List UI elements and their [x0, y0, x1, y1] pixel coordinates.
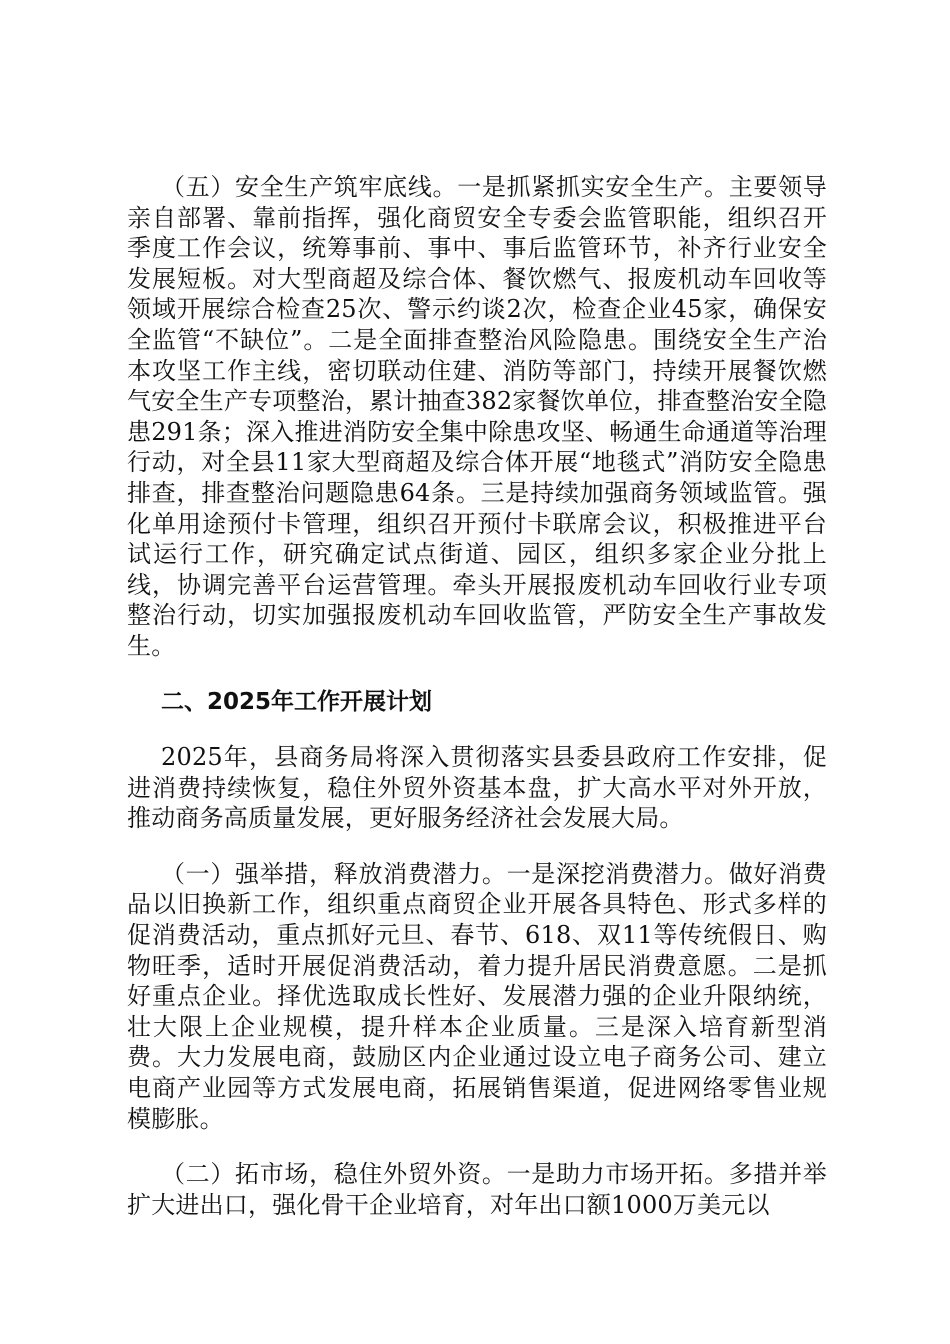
document-page	[127, 172, 827, 1220]
section-heading-2025-plan: 二、2025年工作开展计划	[161, 688, 433, 715]
paragraph-plan-intro: 2025年，县商务局将深入贯彻落实县委县政府工作安排，促进消费持续恢复，稳住外贸外资基本盘，扩大高水平对外开放，推动商务高质量发展，更好服务经济社会发展大局。	[127, 743, 827, 833]
paragraph-section-five: （五）安全生产筑牢底线。一是抓紧抓实安全生产。主要领导亲自部署、靠前指挥，强化商贸安全专委会监管职能，组织召开季度工作会议，统筹事前、事中、事后监管环节，补齐行业安全发展短板。对大型商超及综合体、餐饮燃气、报废机动车回收等领域开展综合检查25次、警示约谈2次，检查企业45家，确保安全监管“不缺位”。二是全面排查整治风险隐患。围绕安全生产治本攻坚工作主线，密切联动住建、消防等部门，持续开展餐饮燃气安全生产专项整治，累计抽查382家餐饮单位，排查整治安全隐患291条；深入推进消防安全集中除患攻坚、畅通生命通道等治理行动，对全县11家大型商超及综合体开展“地毯式”消防安全隐患排查，排查整治问题隐患64条。三是持续加强商务领域监管。强化单用途预付卡管理，组织召开预付卡联席会议，积极推进平台试运行工作，研究确定试点街道、园区，组织多家企业分批上线，协调完善平台运营管理。牵头开展报废机动车回收行业专项整治行动，切实加强报废机动车回收监管，严防安全生产事故发生。	[127, 173, 827, 660]
paragraph-plan-one: （一）强举措，释放消费潜力。一是深挖消费潜力。做好消费品以旧换新工作，组织重点商贸企业开展各具特色、形式多样的促消费活动，重点抓好元旦、春节、618、双11等传统假日、购物旺季，适时开展促消费活动，着力提升居民消费意愿。二是抓好重点企业。择优选取成长性好、发展潜力强的企业升限纳统，壮大限上企业规模，提升样本企业质量。三是深入培育新型消费。大力发展电商，鼓励区内企业通过设立电子商务公司、建立电商产业园等方式发展电商，拓展销售渠道，促进网络零售业规模膨胀。	[127, 859, 827, 1133]
paragraph-plan-two: （二）拓市场，稳住外贸外资。一是助力市场开拓。多措并举扩大进出口，强化骨干企业培育，对年出口额1000万美元以	[127, 1160, 827, 1219]
